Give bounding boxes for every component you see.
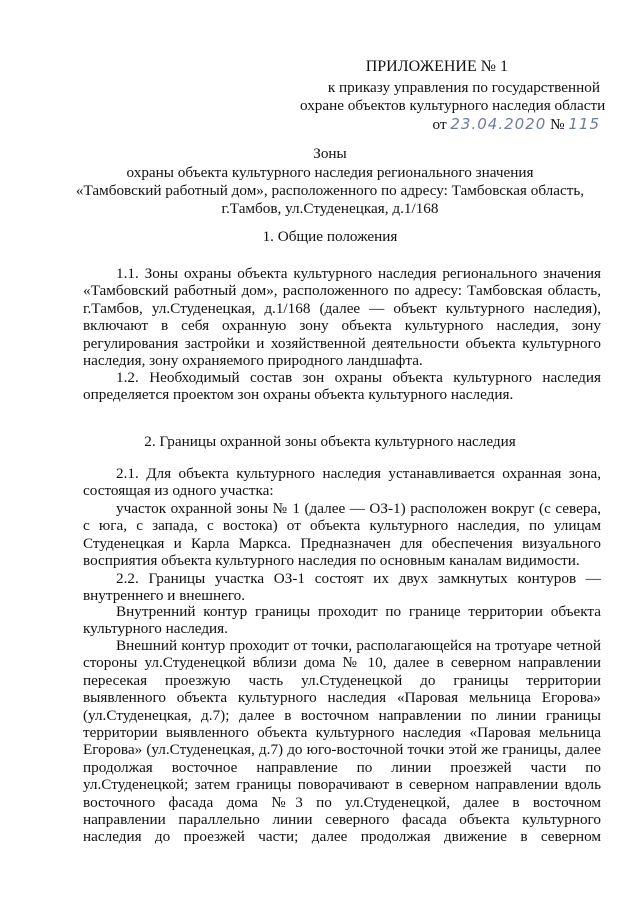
section-1-heading: 1. Общие положения (262, 228, 398, 245)
handwritten-number: 115 (568, 115, 600, 133)
from-label: от (432, 116, 447, 133)
paragraph-outer-contour-text: Внешний контур проходит от точки, располагающейся на тротуаре четной стороны ул.Студенецкой вблизи дома № 10, далее в северном направлении пересекая проезжую часть ул.Студенецкой до границы территории выявленного объекта культурного наследия «Паровая мельница Егорова» (ул.Студенецкая, д.7); далее в восточном направлении по линии границы территории выявленного объекта культурного наследия «Паровая мельница Егорова» (ул.Студенецкая, д.7) до юго-восточной точки этой же границы, далее продолжая восточное направление по линии проезжей части по ул.Студенецкой; затем границы поворачивают в северном направлении вдоль восточного фасада дома №3 по ул.Студенецкой, далее в восточном направлении параллельно линии северного фасада объекта культурного наследия до проезжей части; далее продолжая движение в северном (83, 637, 601, 846)
appendix-date-number-line (300, 115, 600, 134)
paragraph-1-1 (83, 265, 601, 369)
title-line-3: г.Тамбов, ул.Студенецкая, д.1/168 (221, 200, 439, 217)
number-label: № (550, 116, 565, 133)
handwritten-date: 23.04.2020 (450, 115, 547, 133)
title-line-1: охраны объекта культурного наследия регионального значения (126, 164, 534, 181)
paragraph-2-2-text: 2.2. Границы участка ОЗ-1 состоят их двух замкнутых контуров — внутреннего и внешнего. (83, 570, 601, 605)
appendix-order-line-2: охране объектов культурного наследия области (300, 97, 606, 114)
paragraph-2-2 (83, 570, 601, 605)
title-line-2: «Тамбовский работный дом», расположенного по адресу: Тамбовская область, (75, 182, 585, 199)
appendix-order-line-1: к приказу управления по государственной (327, 79, 600, 96)
paragraph-outer-contour (83, 637, 601, 846)
appendix-header (300, 58, 606, 134)
paragraph-inner-contour (83, 603, 601, 638)
appendix-title: ПРИЛОЖЕНИЕ № 1 (365, 58, 508, 75)
paragraph-2-1-a-text: участок охранной зоны № 1 (далее — ОЗ-1) расположен вокруг (с севера, с юга, с запада, с востока) от объекта культурного наследия, по улицам Студенецкая и Карла Маркса. Предназначен для обеспечения визуального восприятия объекта культурного наследия по основным каналам видимости. (83, 500, 601, 570)
paragraph-1-1-text: 1.1. Зоны охраны объекта культурного наследия регионального значения «Тамбовский работный дом», расположенного по адресу: Тамбовская область, г.Тамбов, ул.Студенецкая, д.1/168 (далее — объект культурного наследия), включают в себя охранную зону объекта культурного наследия, зону регулирования застройки и хозяйственной деятельности объекта культурного наследия, зону охраняемого природного ландшафта. (83, 265, 601, 370)
paragraph-1-2-text: 1.2. Необходимый состав зон охраны объекта культурного наследия определяется проектом зон охраны объекта культурного наследия. (83, 369, 601, 404)
paragraph-2-1-a (83, 500, 601, 570)
paragraph-inner-contour-text: Внутренний контур границы проходит по границе территории объекта культурного наследия. (83, 603, 601, 638)
paragraph-1-2 (83, 369, 601, 404)
paragraph-2-1-text: 2.1. Для объекта культурного наследия устанавливается охранная зона, состоящая из одного участка: (83, 465, 601, 500)
document-title (60, 145, 600, 218)
paragraph-2-1 (83, 465, 601, 500)
title-zones: Зоны (313, 145, 347, 162)
section-2-heading: 2. Границы охранной зоны объекта культурного наследия (144, 433, 516, 450)
